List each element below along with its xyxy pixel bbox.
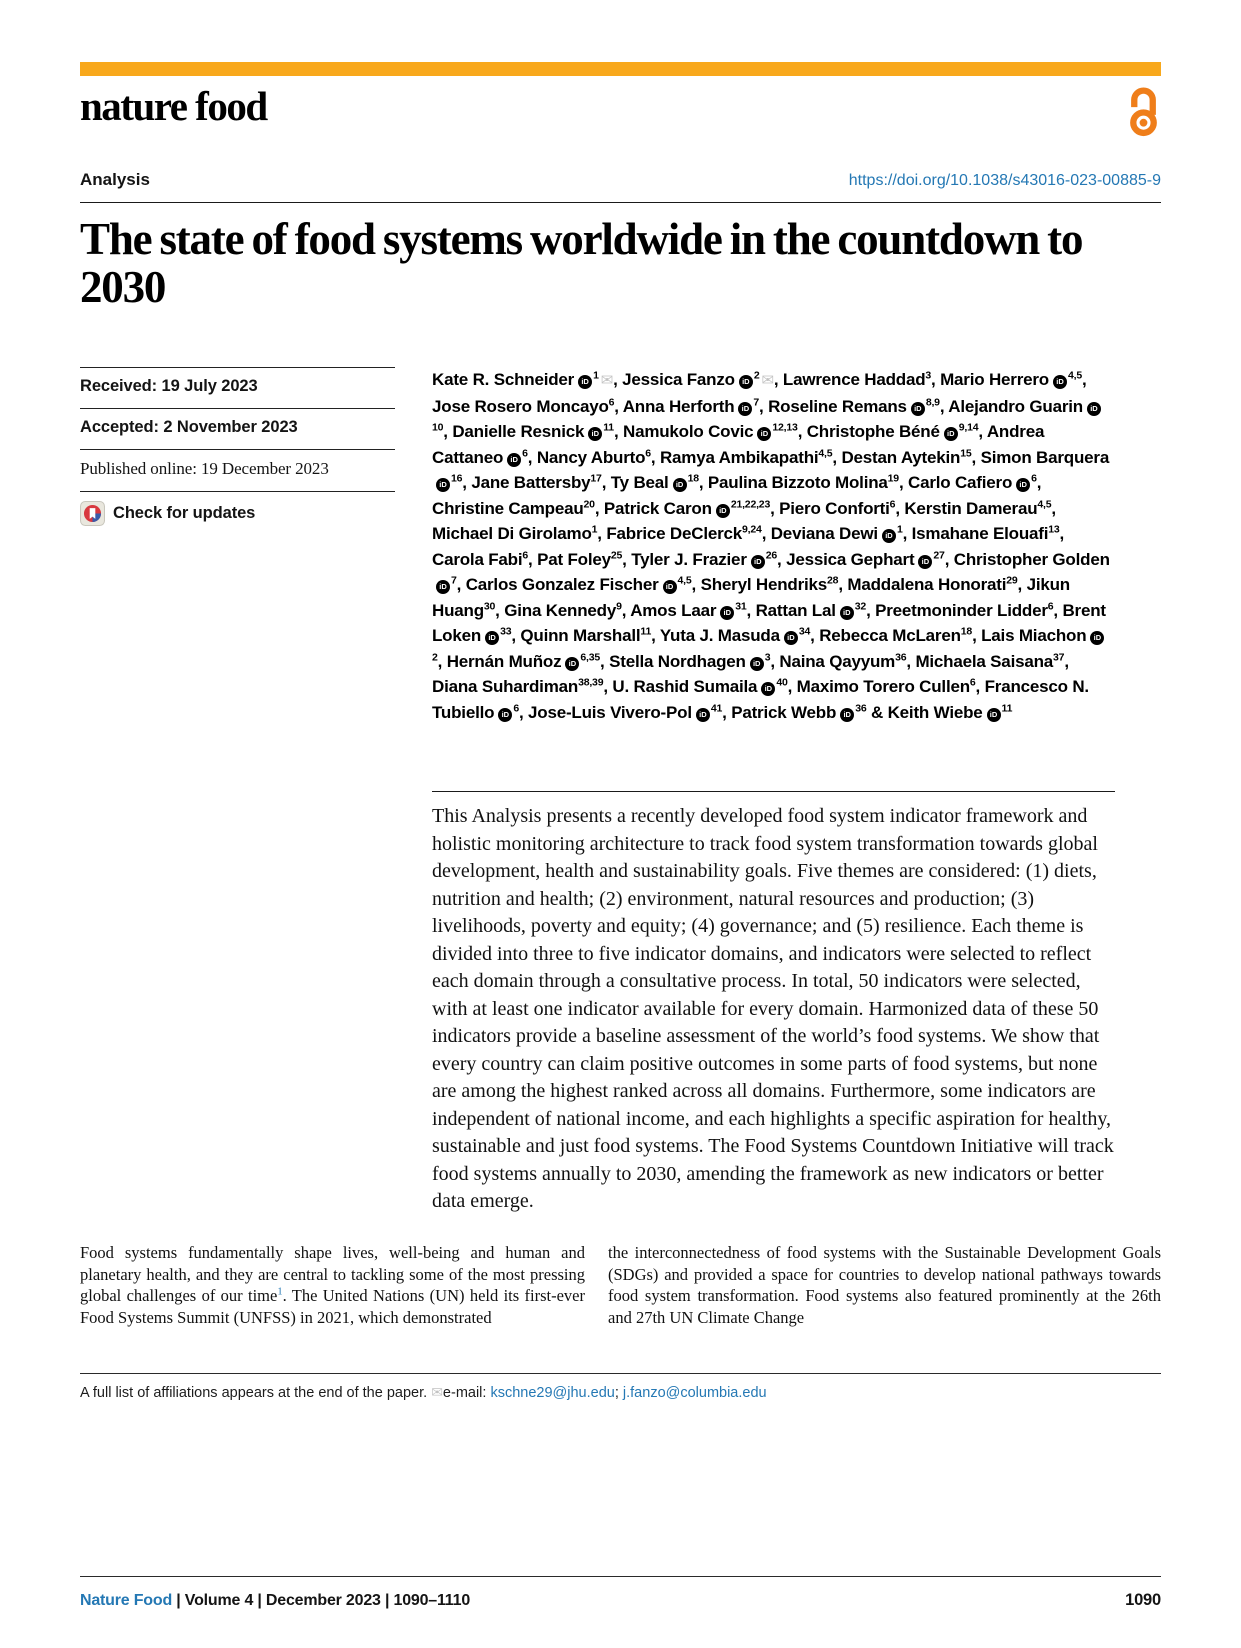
affiliation-superscript: 36 (895, 651, 907, 664)
author: Roseline Remans iD$^{8,9}$ (768, 396, 940, 416)
author: Hernán Muñoz iD$^{6,35}$ (446, 651, 601, 671)
orcid-icon[interactable]: iD (1016, 478, 1030, 492)
author: Paulina Bizzoto Molina$^{19}$ (707, 472, 899, 493)
author: Lawrence Haddad$^3$ (782, 369, 932, 390)
affiliation-superscript: 28 (827, 574, 839, 587)
affiliation-superscript: 9,14 (958, 421, 979, 434)
author: Andrea Cattaneo $iD^6$ (432, 422, 1045, 467)
author: Patrick Caron iD$^{21,22,23}$ (603, 498, 771, 518)
affiliation-superscript: 41 (710, 702, 723, 715)
body-left-column (80, 1242, 585, 1329)
affiliation-superscript: 29 (1006, 574, 1018, 587)
doi-link[interactable]: https://doi.org/10.1038/s43016-023-00885-9 (848, 172, 1161, 189)
author: Keith Wiebe $iD^{11}$ (887, 702, 1013, 722)
abstract-divider (432, 791, 1115, 792)
footer-citation (80, 1592, 470, 1610)
affiliation-superscript: 20 (583, 498, 595, 511)
author: Carlos Gonzalez Fischer iD$^{4,5}$ (465, 574, 692, 595)
reference-1-link[interactable]: 1 (277, 1286, 283, 1298)
article-meta-column (80, 367, 395, 1216)
author: Pat Foley$^{25}$ (537, 549, 623, 569)
affiliation-superscript: 1 (591, 523, 598, 536)
author: Destan Aytekin$^{15}$ (841, 447, 972, 467)
author: Christophe Béné iD$^{9,14}$ (806, 421, 979, 442)
affiliation-superscript: 27 (933, 549, 945, 562)
affiliation-superscript: 6 (1031, 472, 1037, 485)
email-icon: ✉ (431, 1383, 443, 1400)
affiliation-superscript: 4,5 (1067, 369, 1082, 382)
affiliation-superscript: 21,22,23 (730, 498, 771, 511)
crossmark-icon (80, 501, 105, 526)
author: Rebecca McLaren$^{18}$ (819, 625, 973, 646)
author: Nancy Aburto$^6$ (536, 447, 651, 467)
affiliation-superscript: 6 (1047, 600, 1054, 613)
affiliation-superscript: 16 (451, 472, 463, 485)
author: Alejandro Guarin $iD^{10}$ (432, 397, 1102, 442)
affiliations-footnote (80, 1384, 1161, 1401)
affiliation-superscript: 7 (451, 574, 457, 587)
affiliation-superscript: 7 (753, 396, 760, 409)
affiliation-superscript: 33 (500, 625, 512, 638)
author: Stella Nordhagen $iD^3$ (609, 651, 771, 671)
affiliation-superscript: 4,5 (818, 447, 833, 460)
orcid-icon[interactable]: iD (918, 555, 932, 569)
orcid-icon[interactable]: iD (987, 708, 1001, 722)
author: Sheryl Hendriks$^{28}$ (700, 574, 839, 595)
orcid-icon[interactable]: iD (507, 453, 521, 467)
author: Kate R. Schneider $iD^1$ ✉ (432, 369, 614, 390)
corresponding-author-email-icon[interactable]: ✉ (761, 372, 774, 390)
author: Patrick Webb $iD^{36}$ (731, 702, 867, 722)
email-separator: ; (614, 1384, 623, 1401)
email-label: e-mail: (442, 1384, 491, 1401)
header-divider (80, 202, 1161, 203)
affiliation-superscript: 25 (610, 549, 623, 562)
affiliation-superscript: 12,13 (772, 421, 798, 434)
author: Jane Battersby$^{17}$ (471, 472, 602, 493)
orcid-icon[interactable]: iD (663, 580, 677, 594)
orcid-icon[interactable]: iD (840, 606, 854, 620)
article-type-label: Analysis (80, 170, 150, 189)
page-footer (80, 1576, 1161, 1610)
affiliation-superscript: 6 (645, 447, 651, 460)
author: Simon BarqueraiD$^{16}$ (432, 448, 1109, 493)
orcid-icon[interactable]: iD (1087, 402, 1101, 416)
author: Piero Conforti$^6$ (779, 498, 896, 518)
orcid-icon[interactable]: iD (761, 682, 775, 696)
affiliation-superscript: 1 (593, 369, 599, 382)
orcid-icon[interactable]: iD (720, 606, 734, 620)
affiliation-superscript: 38,39 (578, 676, 604, 689)
author: Kerstin Damerau$^{4,5}$ (904, 498, 1052, 518)
author: Jose Rosero Moncayo$^6$ (432, 396, 615, 416)
author: Amos Laar $iD^{31}$ (630, 600, 747, 620)
author: Francesco N. Tubiello $iD^6$ (432, 677, 1089, 722)
affiliation-superscript: 10 (432, 421, 444, 434)
check-for-updates-button[interactable] (80, 491, 395, 538)
page-number: 1090 (1125, 1591, 1161, 1609)
author: Carlo Cafiero $iD^6$ (908, 472, 1037, 493)
author: Michaela Saisana$^{37}$ (915, 651, 1065, 671)
author: Preetmoninder Lidder$^6$ (875, 600, 1054, 620)
author: Namukolo Covic iD$^{12,13}$ (623, 421, 798, 442)
abstract-text: This Analysis presents a recently developed food system indicator framework and holistic monitoring architecture to track food system transformation towards global development, health and sustainability goals. Five themes are considered: (1) diets, nutrition and health; (2) environment, natural resources and production; (3) livelihoods, poverty and equity; (4) governance; and (5) resilience. Each theme is divided into three to five indicator domains, and indicators were selected to reflect each domain through a consultative process. In total, 50 indicators were selected, with at least one indicator available for every domain. Harmonized data of these 50 indicators provide a baseline assessment of the world’s food systems. We show that every country can claim positive outcomes in some parts of food systems, but none are among the highest ranked across all domains. Furthermore, some indicators are independent of national income, and each highlights a specific aspiration for healthy, sustainable and just food systems. The Food Systems Countdown Initiative will track food systems annually to 2030, amending the framework as new indicators or better data emerge. (432, 805, 1114, 1213)
orcid-icon[interactable]: iD (944, 427, 958, 441)
author: Yuta J. Masuda $iD^{34}$ (659, 625, 811, 646)
affiliation-superscript: 30 (483, 600, 496, 613)
affiliation-superscript: 40 (776, 676, 788, 689)
affiliation-superscript: 6 (608, 396, 615, 409)
affiliation-superscript: 34 (798, 625, 811, 638)
affiliation-superscript: 4,5 (1037, 498, 1052, 511)
author: Deviana Dewi $iD^1$ (770, 523, 903, 544)
date-row: Published online: 19 December 2023 (80, 449, 395, 491)
author: Christine Campeau$^{20}$ (432, 498, 595, 518)
orcid-icon[interactable]: iD (498, 708, 512, 722)
orcid-icon[interactable]: iD (716, 504, 730, 518)
author: Rattan Lal $iD^{32}$ (755, 600, 867, 620)
affiliation-superscript: 26 (765, 549, 778, 562)
email-link-1[interactable]: kschne29@jhu.edu (490, 1384, 615, 1401)
orcid-icon[interactable]: iD (911, 402, 925, 416)
affiliation-superscript: 31 (735, 600, 747, 613)
affiliation-superscript: 6,35 (580, 651, 601, 664)
article-header-grid (80, 367, 1161, 1216)
open-access-icon (1126, 86, 1161, 138)
author: Ismahane Elouafi$^{13}$ (911, 523, 1060, 544)
author: Jessica Fanzo $iD^2$ ✉ (622, 369, 774, 390)
affiliation-superscript: 18 (960, 625, 973, 638)
author: Diana Suhardiman$^{38,39}$ (432, 676, 604, 697)
author: Anna Herforth $iD^7$ (622, 396, 760, 416)
journal-logo: nature food (80, 83, 267, 129)
body-text: Food systems fundamentally shape lives, well-being and human and planetary health, and they are central to tackling some of the most pressing global challenges of our time (80, 1242, 585, 1306)
affiliation-superscript: 3 (764, 651, 771, 664)
affiliation-superscript: 9 (616, 600, 622, 613)
affiliation-superscript: 1 (896, 523, 903, 536)
author: Michael Di Girolamo$^1$ (432, 523, 598, 544)
orcid-icon[interactable]: iD (436, 580, 450, 594)
author: Mario Herrero iD$^{4,5}$ (940, 369, 1082, 390)
affiliation-superscript: 6 (522, 447, 528, 460)
author: Jose-Luis Vivero-Pol $iD^{41}$ (528, 702, 723, 722)
article-dates (80, 367, 395, 491)
author: Lais Miachon $iD^2$ (432, 626, 1105, 671)
date-row: Accepted: 2 November 2023 (80, 408, 395, 449)
orcid-icon[interactable]: iD (757, 427, 771, 441)
body-right-column: the interconnectedness of food systems with the Sustainable Development Goals (SDGs) and provided a space for countries to develop national pathways towards food system transformation. Food systems also featured prominently at the 26th and 27th UN Climate Change (608, 1242, 1161, 1328)
affiliation-superscript: 3 (925, 369, 932, 382)
body-text: . The United Nations (UN) held its first-ever Food Systems Summit (UNFSS) in 2021, which demonstrated (80, 1286, 585, 1328)
affiliation-superscript: 32 (854, 600, 867, 613)
affiliation-superscript: 6 (889, 498, 896, 511)
orcid-icon[interactable]: iD (436, 478, 450, 492)
orcid-icon[interactable]: iD (739, 375, 753, 389)
orcid-icon[interactable]: iD (578, 375, 592, 389)
author: Brent Loken $iD^{33}$ (432, 600, 1106, 646)
affiliation-superscript: 8,9 (925, 396, 940, 409)
date-row: Received: 19 July 2023 (80, 367, 395, 408)
affiliation-superscript: 15 (960, 447, 972, 460)
affiliation-superscript: 6 (969, 676, 976, 689)
author: Maddalena Honorati$^{29}$ (847, 574, 1018, 595)
orcid-icon[interactable]: iD (751, 555, 765, 569)
affiliation-superscript: 37 (1053, 651, 1065, 664)
affiliation-superscript: 13 (1048, 523, 1060, 536)
orcid-icon[interactable]: iD (750, 657, 764, 671)
orcid-icon[interactable]: iD (485, 631, 499, 645)
email-link-2[interactable]: j.fanzo@columbia.edu (622, 1384, 767, 1401)
author-list: Kate R. Schneider $iD^1$ ✉, Jessica Fanzo $iD^2$ ✉, Lawrence Haddad$^3$, Mario Herrero iD$^{4,5}$, Jose Rosero Moncayo$^6$, Anna Herforth $iD^7$, Roseline Remans iD$^{8,9}$, Alejandro Guarin $iD^{10}$, Danielle Resnick $iD^{11}$, Namukolo Covic iD$^{12,13}$, Christophe Béné iD$^{9,14}$, Andrea Cattaneo $iD^6$, Nancy Aburto$^6$, Ramya Ambikapathi$^{4,5}$, Destan Aytekin$^{15}$, Simon BarqueraiD$^{16}$, Jane Battersby$^{17}$, Ty Beal $iD^{18}$, Paulina Bizzoto Molina$^{19}$, Carlo Cafiero $iD^6$, Christine Campeau$^{20}$, Patrick Caron iD$^{21,22,23}$, Piero Conforti$^6$, Kerstin Damerau$^{4,5}$, Michael Di Girolamo$^1$, Fabrice DeClerck$^{9,24}$, Deviana Dewi $iD^1$, Ismahane Elouafi$^{13}$, Carola Fabi$^6$, Pat Foley$^{25}$, Tyler J. Frazier $iD^{26}$, Jessica Gephart $iD^{27}$, Christopher GoldeniD$^7$, Carlos Gonzalez Fischer iD$^{4,5}$, Sheryl Hendriks$^{28}$, Maddalena Honorati$^{29}$, Jikun Huang$^{30}$, Gina Kennedy$^9$, Amos Laar $iD^{31}$, Rattan Lal $iD^{32}$, Preetmoninder Lidder$^6$, Brent Loken $iD^{33}$, Quinn Marshall$^{11}$, Yuta J. Masuda $iD^{34}$, Rebecca McLaren$^{18}$, Lais Miachon $iD^2$, Hernán Muñoz iD$^{6,35}$, Stella Nordhagen $iD^3$, Naina Qayyum$^{36}$, Michaela Saisana$^{37}$, Diana Suhardiman$^{38,39}$, U. Rashid Sumaila $iD^{40}$, Maximo Torero Cullen$^6$, Francesco N. Tubiello $iD^6$, Jose-Luis Vivero-Pol $iD^{41}$, Patrick Webb $iD^{36}$ & Keith Wiebe $iD^{11}$ (432, 369, 1110, 722)
affiliation-superscript: 6 (522, 549, 529, 562)
affiliation-superscript: 6 (513, 702, 519, 715)
author: Tyler J. Frazier $iD^{26}$ (631, 549, 778, 569)
orcid-icon[interactable]: iD (1090, 631, 1104, 645)
author: Fabrice DeClerck$^{9,24}$ (606, 523, 762, 544)
article-title: The state of food systems worldwide in the countdown to 2030 (80, 214, 1083, 313)
affiliation-superscript: 11 (603, 421, 614, 434)
orcid-icon[interactable]: iD (673, 478, 687, 492)
affiliation-superscript: 17 (590, 472, 602, 485)
author: Ramya Ambikapathi$^{4,5}$ (659, 447, 833, 467)
check-for-updates-label: Check for updates (113, 504, 256, 523)
author: Christopher GoldeniD$^7$ (432, 550, 1110, 595)
orcid-icon[interactable]: iD (588, 427, 602, 441)
affiliation-superscript: 4,5 (677, 574, 692, 587)
affiliation-superscript: 18 (687, 472, 699, 485)
author: U. Rashid Sumaila $iD^{40}$ (612, 676, 788, 697)
orcid-icon[interactable]: iD (840, 708, 854, 722)
affiliation-superscript: 19 (887, 472, 899, 485)
author: Danielle Resnick $iD^{11}$ (452, 421, 614, 442)
orcid-icon[interactable]: iD (784, 631, 798, 645)
affiliation-superscript: 11 (1001, 702, 1013, 715)
author: Carola Fabi$^6$ (432, 549, 529, 569)
masthead (80, 84, 1161, 144)
orcid-icon[interactable]: iD (738, 402, 752, 416)
orcid-icon[interactable]: iD (882, 529, 896, 543)
orcid-icon[interactable]: iD (1053, 375, 1067, 389)
affiliation-superscript: 2 (753, 369, 760, 382)
author: Jikun Huang$^{30}$ (432, 575, 1070, 620)
orcid-icon[interactable]: iD (696, 708, 710, 722)
affiliation-superscript: 2 (432, 651, 438, 664)
footer-volume-info: | Volume 4 | December 2023 | 1090–1110 (172, 1592, 471, 1609)
brand-bar (80, 62, 1161, 76)
corresponding-author-email-icon[interactable]: ✉ (600, 372, 614, 390)
footnote-divider-top (80, 1373, 1161, 1374)
article-body (80, 1242, 1161, 1329)
affiliation-superscript: 11 (640, 625, 652, 638)
article-type-row (80, 170, 1161, 190)
affiliation-superscript: 9,24 (742, 523, 762, 536)
author: Naina Qayyum$^{36}$ (779, 651, 907, 671)
affiliation-superscript: 36 (855, 702, 867, 715)
author: Jessica Gephart $iD^{27}$ (786, 549, 945, 569)
author: Ty Beal $iD^{18}$ (610, 472, 699, 493)
footnote-text: A full list of affiliations appears at the end of the paper. (80, 1384, 432, 1401)
author: Quinn Marshall$^{11}$ (520, 625, 652, 646)
author: Gina Kennedy$^9$ (504, 600, 622, 620)
orcid-icon[interactable]: iD (565, 657, 579, 671)
article-content-column (432, 367, 1115, 1216)
author: Maximo Torero Cullen$^6$ (796, 676, 976, 697)
footer-journal-name[interactable]: Nature Food (80, 1592, 173, 1609)
